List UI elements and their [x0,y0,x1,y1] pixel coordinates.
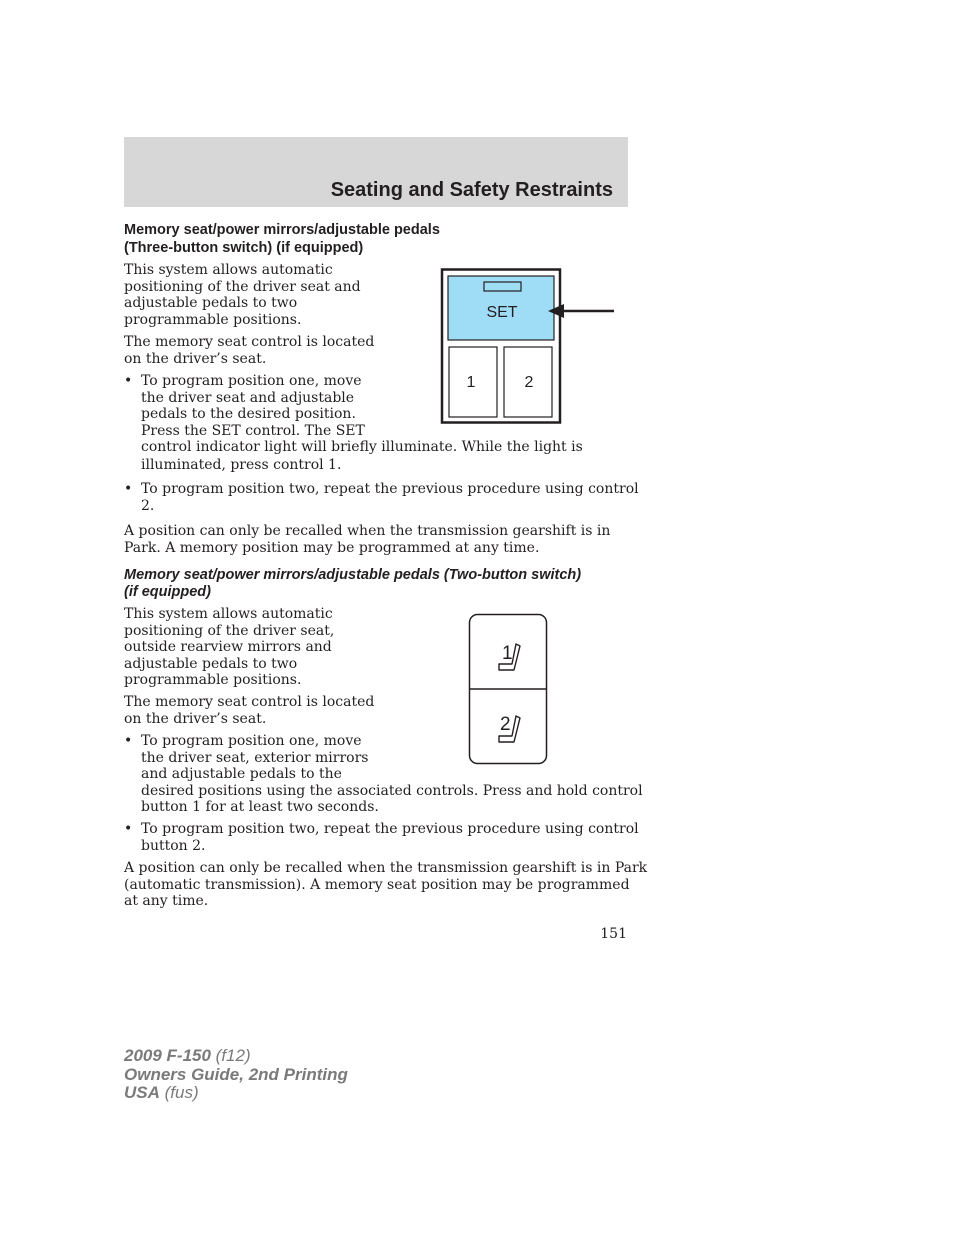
section2-paragraph3: A position can only be recalled when the transmission gearshift is in Park (automatic transmission). A memory seat position may be programmed at any time. [124,860,648,909]
page-number: 151 [600,926,627,942]
section2-paragraph2: The memory seat control is located on the driver’s seat. [124,694,375,727]
bullet-marker: • [124,733,133,749]
section2-bullet2: To program position two, repeat the previous procedure using control button 2. [141,821,639,854]
section-title: Seating and Safety Restraints [330,179,613,201]
section1-paragraph2: The memory seat control is located on the driver’s seat. [124,334,375,367]
section1-paragraph1: This system allows automatic positioning of the driver seat and adjustable pedals to two programmable positions. [124,262,361,328]
section2-bullet1: To program position one, move the driver seat, exterior mirrors and adjustable pedals to the desired positions using the associated controls. Press and hold control button 1 for at least two seconds. [141,733,643,815]
section2-paragraph1: This system allows automatic positioning of the driver seat, outside rearview mirrors and adjustable pedals to two programmable positions. [124,606,335,688]
document-footer: 2009 F-150 (f12) Owners Guide, 2nd Printing USA (fus) [124,1046,348,1102]
bullet-marker: • [124,373,133,389]
three-button-switch-diagram [440,268,620,426]
section1-paragraph3: A position can only be recalled when the transmission gearshift is in Park. A memory position may be programmed at any time. [124,523,611,556]
section-header-band [124,137,628,207]
memory-button-2-label: 2 [524,374,534,391]
section1-bullet2: To program position two, repeat the previous procedure using control 2. [141,481,639,514]
memory-button-1-label: 1 [502,643,513,664]
section1-bullet1: To program position one, move the driver seat and adjustable pedals to the desired position. Press the SET control. The SET control indicator light will briefly illuminate. While the light is illuminated, press control 1. [141,373,583,473]
bullet-marker: • [124,821,133,837]
two-button-switch-diagram [466,612,552,768]
section2-heading: Memory seat/power mirrors/adjustable pedals (Two-button switch) (if equipped) [124,567,582,600]
bullet-marker: • [124,481,133,497]
memory-button-1-label: 1 [466,374,476,391]
memory-button-2-label: 2 [500,714,511,735]
section1-heading: Memory seat/power mirrors/adjustable pedals (Three-button switch) (if equipped) [124,222,440,256]
set-button-label: SET [486,304,518,321]
